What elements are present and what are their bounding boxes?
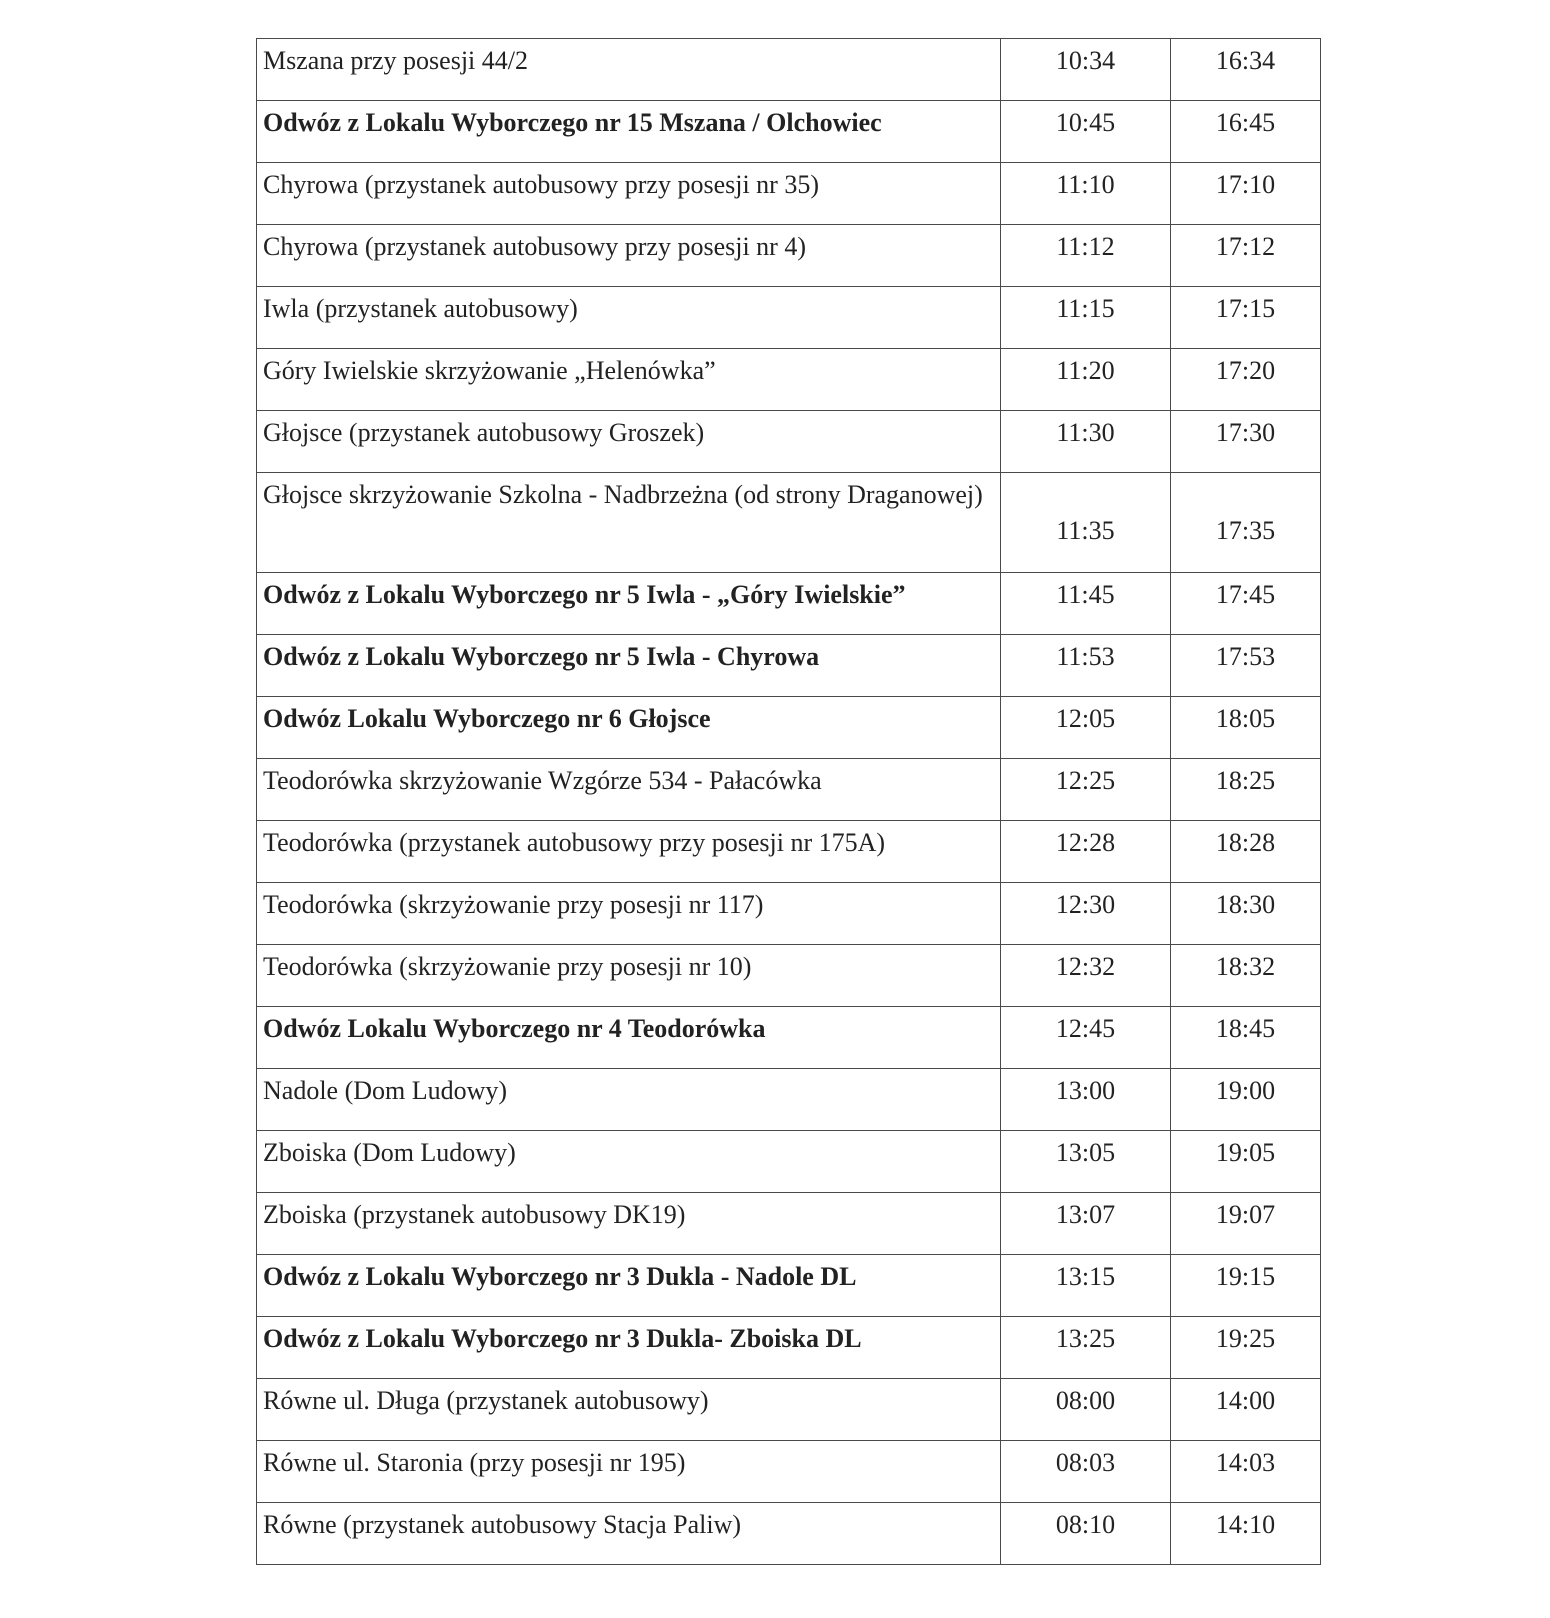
second-departure-time-cell: 17:35 [1171,473,1321,573]
first-departure-time-cell: 11:53 [1001,635,1171,697]
second-departure-time-cell: 18:32 [1171,945,1321,1007]
schedule-table-body [257,39,1321,1565]
stop-location-cell: Odwóz Lokalu Wyborczego nr 6 Głojsce [257,697,1001,759]
table-row [257,1379,1321,1441]
stop-location-cell: Równe (przystanek autobusowy Stacja Paliw) [257,1503,1001,1565]
stop-location-cell: Teodorówka skrzyżowanie Wzgórze 534 - Pałacówka [257,759,1001,821]
stop-location-cell: Głojsce (przystanek autobusowy Groszek) [257,411,1001,473]
table-row [257,1131,1321,1193]
second-departure-time-cell: 19:05 [1171,1131,1321,1193]
table-row [257,1317,1321,1379]
second-departure-time-cell: 16:34 [1171,39,1321,101]
table-row [257,1441,1321,1503]
stop-location-cell: Iwla (przystanek autobusowy) [257,287,1001,349]
first-departure-time-cell: 11:45 [1001,573,1171,635]
first-departure-time-cell: 11:35 [1001,473,1171,573]
first-departure-time-cell: 10:34 [1001,39,1171,101]
second-departure-time-cell: 14:03 [1171,1441,1321,1503]
second-departure-time-cell: 19:07 [1171,1193,1321,1255]
first-departure-time-cell: 12:05 [1001,697,1171,759]
stop-location-cell: Zboiska (Dom Ludowy) [257,1131,1001,1193]
second-departure-time-cell: 17:53 [1171,635,1321,697]
table-row [257,1069,1321,1131]
first-departure-time-cell: 08:03 [1001,1441,1171,1503]
stop-location-cell: Równe ul. Staronia (przy posesji nr 195) [257,1441,1001,1503]
stop-location-cell: Nadole (Dom Ludowy) [257,1069,1001,1131]
first-departure-time-cell: 12:32 [1001,945,1171,1007]
stop-location-cell: Równe ul. Długa (przystanek autobusowy) [257,1379,1001,1441]
stop-location-cell: Teodorówka (przystanek autobusowy przy posesji nr 175A) [257,821,1001,883]
table-row [257,101,1321,163]
second-departure-time-cell: 18:30 [1171,883,1321,945]
second-departure-time-cell: 18:28 [1171,821,1321,883]
table-row [257,759,1321,821]
stop-location-cell: Odwóz z Lokalu Wyborczego nr 3 Dukla - Nadole DL [257,1255,1001,1317]
table-row [257,473,1321,573]
table-row [257,1193,1321,1255]
first-departure-time-cell: 13:15 [1001,1255,1171,1317]
first-departure-time-cell: 11:10 [1001,163,1171,225]
first-departure-time-cell: 11:12 [1001,225,1171,287]
stop-location-cell: Teodorówka (skrzyżowanie przy posesji nr 117) [257,883,1001,945]
table-row [257,1503,1321,1565]
first-departure-time-cell: 11:30 [1001,411,1171,473]
first-departure-time-cell: 12:30 [1001,883,1171,945]
second-departure-time-cell: 17:20 [1171,349,1321,411]
stop-location-cell: Góry Iwielskie skrzyżowanie „Helenówka” [257,349,1001,411]
second-departure-time-cell: 14:10 [1171,1503,1321,1565]
second-departure-time-cell: 16:45 [1171,101,1321,163]
table-row [257,883,1321,945]
second-departure-time-cell: 19:00 [1171,1069,1321,1131]
stop-location-cell: Zboiska (przystanek autobusowy DK19) [257,1193,1001,1255]
first-departure-time-cell: 13:05 [1001,1131,1171,1193]
stop-location-cell: Odwóz z Lokalu Wyborczego nr 5 Iwla - „Góry Iwielskie” [257,573,1001,635]
table-row [257,411,1321,473]
second-departure-time-cell: 17:10 [1171,163,1321,225]
table-row [257,945,1321,1007]
table-row [257,287,1321,349]
table-row [257,635,1321,697]
second-departure-time-cell: 18:05 [1171,697,1321,759]
second-departure-time-cell: 18:45 [1171,1007,1321,1069]
table-row [257,163,1321,225]
stop-location-cell: Odwóz z Lokalu Wyborczego nr 5 Iwla - Chyrowa [257,635,1001,697]
first-departure-time-cell: 12:25 [1001,759,1171,821]
stop-location-cell: Głojsce skrzyżowanie Szkolna - Nadbrzeżna (od strony Draganowej) [257,473,1001,573]
first-departure-time-cell: 08:00 [1001,1379,1171,1441]
second-departure-time-cell: 17:12 [1171,225,1321,287]
first-departure-time-cell: 08:10 [1001,1503,1171,1565]
table-row [257,39,1321,101]
first-departure-time-cell: 11:15 [1001,287,1171,349]
first-departure-time-cell: 12:28 [1001,821,1171,883]
schedule-table [256,38,1321,1565]
stop-location-cell: Chyrowa (przystanek autobusowy przy posesji nr 35) [257,163,1001,225]
second-departure-time-cell: 14:00 [1171,1379,1321,1441]
table-row [257,349,1321,411]
first-departure-time-cell: 13:07 [1001,1193,1171,1255]
stop-location-cell: Odwóz z Lokalu Wyborczego nr 15 Mszana / Olchowiec [257,101,1001,163]
table-row [257,573,1321,635]
first-departure-time-cell: 11:20 [1001,349,1171,411]
stop-location-cell: Chyrowa (przystanek autobusowy przy posesji nr 4) [257,225,1001,287]
stop-location-cell: Teodorówka (skrzyżowanie przy posesji nr 10) [257,945,1001,1007]
second-departure-time-cell: 19:25 [1171,1317,1321,1379]
second-departure-time-cell: 17:30 [1171,411,1321,473]
table-row [257,1007,1321,1069]
second-departure-time-cell: 17:45 [1171,573,1321,635]
second-departure-time-cell: 19:15 [1171,1255,1321,1317]
first-departure-time-cell: 12:45 [1001,1007,1171,1069]
table-row [257,1255,1321,1317]
first-departure-time-cell: 13:00 [1001,1069,1171,1131]
first-departure-time-cell: 13:25 [1001,1317,1171,1379]
table-row [257,225,1321,287]
first-departure-time-cell: 10:45 [1001,101,1171,163]
stop-location-cell: Odwóz z Lokalu Wyborczego nr 3 Dukla- Zboiska DL [257,1317,1001,1379]
stop-location-cell: Mszana przy posesji 44/2 [257,39,1001,101]
table-row [257,821,1321,883]
table-row [257,697,1321,759]
stop-location-cell: Odwóz Lokalu Wyborczego nr 4 Teodorówka [257,1007,1001,1069]
second-departure-time-cell: 18:25 [1171,759,1321,821]
second-departure-time-cell: 17:15 [1171,287,1321,349]
